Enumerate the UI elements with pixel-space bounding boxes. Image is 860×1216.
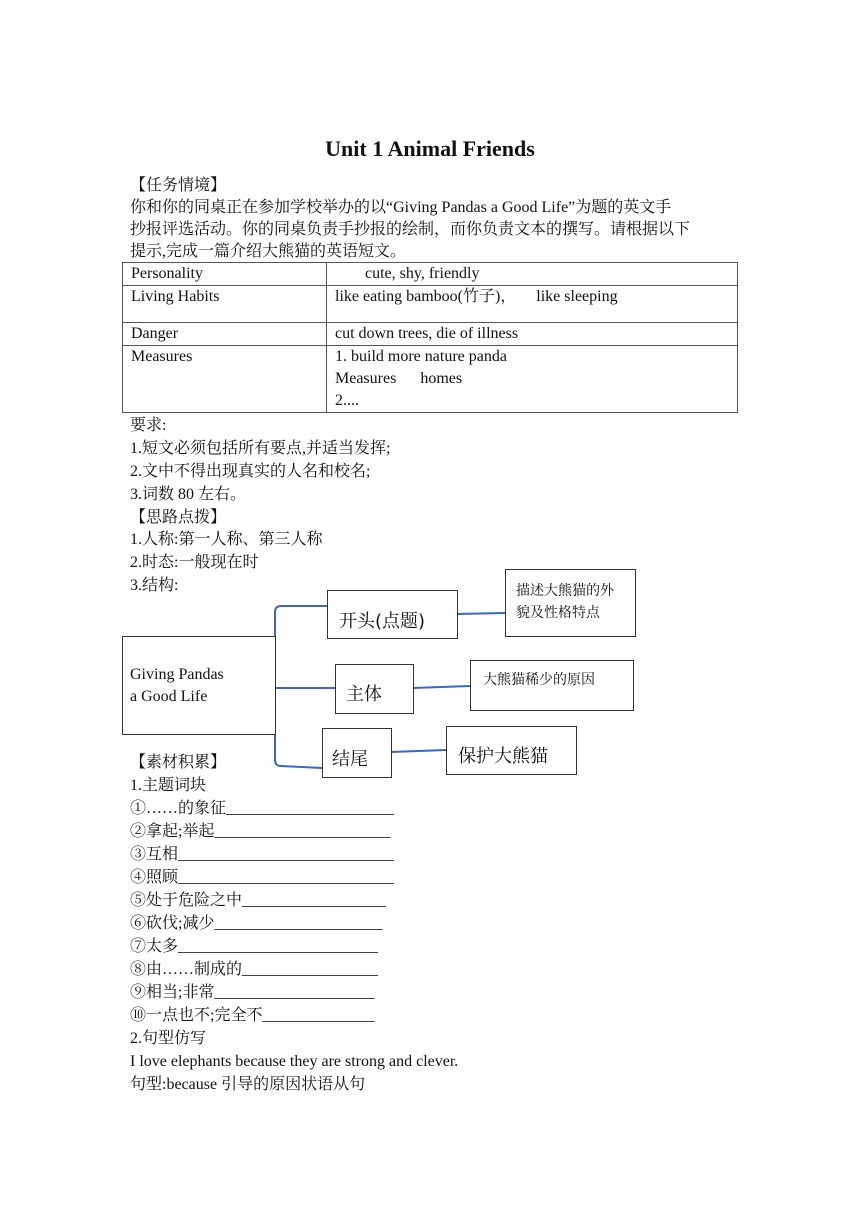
root-line-1: Giving Pandas xyxy=(130,666,224,683)
ideas-heading: 【思路点拨】 xyxy=(130,509,227,526)
diagram-opening-box xyxy=(327,590,458,639)
connector-root-body xyxy=(275,636,335,688)
requirements-heading: 要求: xyxy=(130,417,167,434)
phrase-item: ②拿起;举起______________________ xyxy=(130,823,391,840)
diagram-root-box xyxy=(122,636,276,735)
row-value: cute, shy, friendly xyxy=(365,265,480,282)
example-sentence: I love elephants because they are strong and clever. xyxy=(130,1053,459,1070)
idea-item: 2.时态:一般现在时 xyxy=(130,554,259,571)
phrase-item: ⑥砍伐;减少_____________________ xyxy=(130,915,383,932)
connector-opening-note xyxy=(457,613,505,614)
diagram-body-note-box xyxy=(470,660,634,711)
body-label: 主体 xyxy=(346,684,382,705)
row-value: 2.... xyxy=(335,392,359,409)
sentence-pattern: 句型:because 引导的原因状语从句 xyxy=(130,1076,366,1093)
row-label: Measures xyxy=(123,346,327,413)
idea-item: 3.结构: xyxy=(130,577,179,594)
connector-ending-note xyxy=(391,750,446,752)
row-label: Living Habits xyxy=(123,286,327,323)
ending-label: 结尾 xyxy=(332,749,368,770)
materials-sub-2: 2.句型仿写 xyxy=(130,1030,207,1047)
materials-heading: 【素材积累】 xyxy=(130,754,227,771)
requirement-item: 1.短文必须包括所有要点,并适当发挥; xyxy=(130,440,391,457)
task-line-2: 抄报评选活动。你的同桌负责手抄报的绘制，而你负责文本的撰写。请根据以下 xyxy=(130,221,691,238)
ending-note-label: 保护大熊猫 xyxy=(458,746,548,767)
opening-note-line-2: 貌及性格特点 xyxy=(516,605,600,621)
phrase-item: ⑤处于危险之中__________________ xyxy=(130,892,387,909)
task-heading: 【任务情境】 xyxy=(130,177,227,194)
root-line-2: a Good Life xyxy=(130,688,208,705)
opening-label: 开头(点题) xyxy=(339,611,426,632)
requirement-item: 2.文中不得出现真实的人名和校名; xyxy=(130,463,371,480)
row-label: Danger xyxy=(123,323,327,346)
row-value: like eating bamboo(竹子)， like sleeping xyxy=(335,288,618,305)
phrase-item: ⑦太多_________________________ xyxy=(130,938,379,955)
connector-body-note xyxy=(413,686,470,688)
phrase-item: ③互相___________________________ xyxy=(130,846,395,863)
task-line-3: 提示,完成一篇介绍大熊猫的英语短文。 xyxy=(130,243,407,260)
opening-note-line-1: 描述大熊猫的外 xyxy=(516,583,614,599)
page-title: Unit 1 Animal Friends xyxy=(325,136,535,161)
phrase-item: ⑧由……制成的_________________ xyxy=(130,961,379,978)
diagram-ending-note-box xyxy=(446,726,577,775)
connector-root-ending xyxy=(275,688,322,768)
idea-item: 1.人称:第一人称、第三人称 xyxy=(130,531,323,548)
phrase-item: ①……的象征_____________________ xyxy=(130,800,395,817)
phrase-item: ⑨相当;非常____________________ xyxy=(130,984,375,1001)
diagram-body-box xyxy=(335,664,414,714)
row-value: Measures homes xyxy=(335,370,463,387)
phrase-item: ⑩一点也不;完全不______________ xyxy=(130,1007,375,1024)
row-value: 1. build more nature panda xyxy=(335,348,507,365)
materials-sub-1: 1.主题词块 xyxy=(130,777,207,794)
task-line-1: 你和你的同桌正在参加学校举办的以“Giving Pandas a Good Life”为题的英文手 xyxy=(130,199,672,216)
body-note-label: 大熊猫稀少的原因 xyxy=(483,672,595,688)
requirement-item: 3.词数 80 左右。 xyxy=(130,486,247,503)
row-label: Personality xyxy=(123,263,327,286)
connector-root-opening xyxy=(275,606,327,636)
phrase-item: ④照顾___________________________ xyxy=(130,869,395,886)
diagram-opening-note-box xyxy=(505,569,636,637)
row-value: cut down trees, die of illness xyxy=(335,325,519,342)
diagram-ending-box xyxy=(322,728,392,778)
